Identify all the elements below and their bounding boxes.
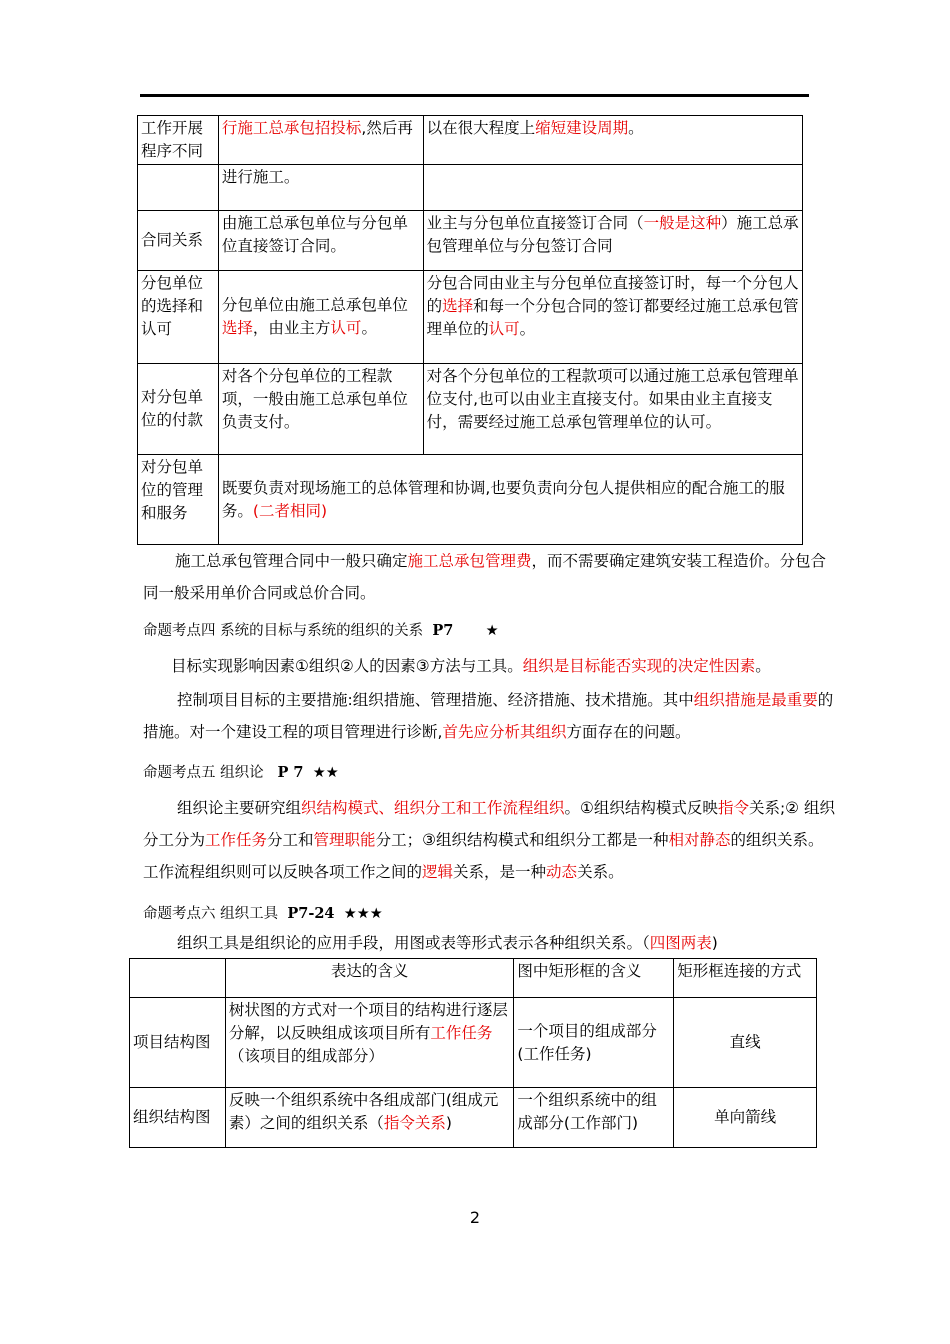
row-label: 合同关系 xyxy=(138,211,219,271)
header-cell xyxy=(130,959,226,998)
cell-a: 分包单位由施工总承包单位选择，由业主方认可。 xyxy=(218,271,423,364)
row-name: 项目结构图 xyxy=(130,998,226,1088)
cell-b: 对各个分包单位的工程款项可以通过施工总承包管理单位支付,也可以由业主直接支付。如果由业主直接支付，需要经过施工总承包管理单位的认可。 xyxy=(423,364,802,455)
row-label: 对分包单位的付款 xyxy=(138,364,219,455)
cell-link: 单向箭线 xyxy=(674,1088,817,1148)
cell-box: 一个项目的组成部分(工作任务) xyxy=(514,998,674,1088)
cell-a: 行施工总承包招投标,然后再 xyxy=(218,116,423,165)
paragraph-goal-factors: 目标实现影响因素①组织②人的因素③方法与工具。组织是目标能否实现的决定性因素。 xyxy=(171,657,771,675)
header-cell: 图中矩形框的含义 xyxy=(514,959,674,998)
paragraph-measures: 控制项目目标的主要措施:组织措施、管理措施、经济措施、技术措施。其中组织措施是最重要的措施。对一个建设工程的项目管理进行诊断,首先应分析其组织方面存在的问题。 xyxy=(143,691,834,741)
row-name: 组织结构图 xyxy=(130,1088,226,1148)
paragraph-organization-theory: 组织论主要研究组织结构模式、组织分工和工作流程组织。①组织结构模式反映指令关系;② 组织分工分为工作任务分工和管理职能分工；③组织结构模式和组织分工都是一种相对静态的组织关系。工作流程组织则可以反映各项工作之间的逻辑关系，是一种动态关系。 xyxy=(143,799,835,881)
cell-a: 由施工总承包单位与分包单位直接签订合同。 xyxy=(218,211,423,271)
header-cell: 矩形框连接的方式 xyxy=(674,959,817,998)
cell-b: 业主与分包单位直接签订合同（一般是这种）施工总承包管理单位与分包签订合同 xyxy=(423,211,802,271)
org-tools-table xyxy=(129,958,817,1148)
cell-b xyxy=(423,165,802,211)
header-cell: 表达的含义 xyxy=(225,959,514,998)
section-heading-5: 命题考点五 组织论 P 7 ★★ xyxy=(143,764,339,781)
cell-b: 以在很大程度上缩短建设周期。 xyxy=(423,116,802,165)
cell-meaning: 反映一个组织系统中各组成部门(组成元素）之间的组织关系（指令关系) xyxy=(225,1088,514,1148)
cell-meaning: 树状图的方式对一个项目的结构进行逐层分解，以反映组成该项目所有工作任务（该项目的组成部分） xyxy=(225,998,514,1088)
cell-link: 直线 xyxy=(674,998,817,1088)
paragraph-tools: 组织工具是组织论的应用手段，用图或表等形式表示各种组织关系。（四图两表) xyxy=(177,934,718,952)
header-rule xyxy=(140,94,809,97)
comparison-table xyxy=(137,115,803,545)
paragraph-contract: 施工总承包管理合同中一般只确定施工总承包管理费，而不需要确定建筑安装工程造价。分包合同一般采用单价合同或总价合同。 xyxy=(143,552,827,602)
cell-merged: 既要负责对现场施工的总体管理和协调,也要负责向分包人提供相应的配合施工的服务。(二者相同) xyxy=(218,455,802,545)
cell-b: 分包合同由业主与分包单位直接签订时，每一个分包人的选择和每一个分包合同的签订都要经过施工总承包管理单位的认可。 xyxy=(423,271,802,364)
cell-a: 进行施工。 xyxy=(218,165,423,211)
cell-a: 对各个分包单位的工程款项，一般由施工总承包单位负责支付。 xyxy=(218,364,423,455)
section-heading-6: 命题考点六 组织工具 P7-24 ★★★ xyxy=(143,905,383,922)
page-number: 2 xyxy=(469,1208,481,1227)
row-label: 工作开展程序不同 xyxy=(138,116,219,165)
cell-box: 一个组织系统中的组成部分(工作部门) xyxy=(514,1088,674,1148)
row-label: 分包单位的选择和认可 xyxy=(138,271,219,364)
section-heading-4: 命题考点四 系统的目标与系统的组织的关系 P7 ★ xyxy=(143,622,499,639)
row-label xyxy=(138,165,219,211)
row-label: 对分包单位的管理和服务 xyxy=(138,455,219,545)
